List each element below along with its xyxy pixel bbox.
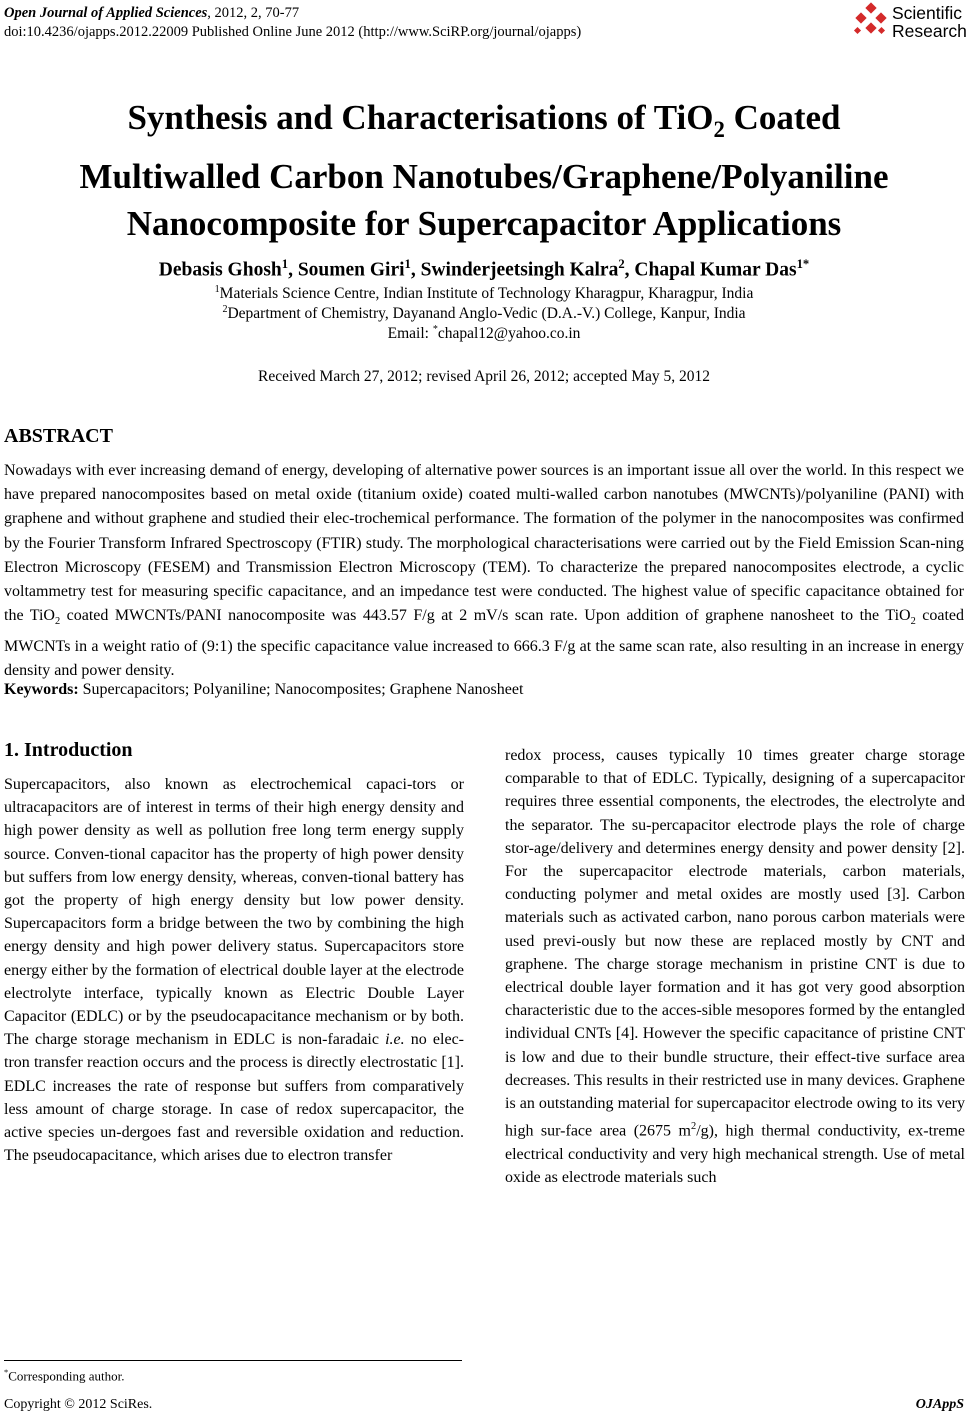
body-column-left: Supercapacitors, also known as electrochemical capaci-tors or ultracapacitors are of interest in terms of their high energy density and high power density as well as pollution free long term energy supply source. Conven-tional capacitor has the property of high power density but suffers from low energy density, whereas, conven-tional battery has got the property of high energy density but low power density. Supercapacitors form a bridge between the two by combining the high energy density and high power delivery status. Supercapacitors store energy either by the formation of electrical double layer at the electrode electrolyte interface, typically known as Electric Double Layer Capacitor (EDLC) or by the pseudocapacitance mechanism or by both. The charge storage mechanism in EDLC is non-faradaic i.e. no elec-tron transfer reaction occurs and the process is directly electrostatic [1]. EDLC increases the rate of response but suffers from comparatively less amount of charge storage. In case of redox supercapacitor, the active species un-dergoes fast and reversible oxidation and reduction. The pseudocapacitance, which arises due to electron transfer: [4, 776, 465, 1165]
copyright: Copyright © 2012 SciRes.: [4, 1397, 153, 1412]
affiliation-2: $^2$Department of Chemistry, Dayanand Anglo-Vedic (D.A.-V.) College, Kanpur, India: [222, 304, 746, 323]
paper-title: Synthesis and Characterisations of TiO$_2$ Coated Multiwalled Carbon Nanotubes/Graphene/Polyaniline Nanocomposite for Supercapacitor Applications: [79, 98, 889, 243]
body-column-right: redox process, causes typically 10 times greater charge storage comparable to that of EDLC. Typically, designing of a supercapacitor requires three essential components, the electrodes, the electrolyte and the separator. The su-percapacitor electrode plays the role of charge stor-age/delivery and determines energy density and power density [2]. For the supercapacitor electrode materials, carbon materials, conducting polymer and metal oxides are mostly used [3]. Carbon materials such as activated carbon, nano porous carbon materials were used previ-ously but now these are replaced mostly by CNT and graphene. The charge storage mechanism in pristine CNT is due to electrical double layer formation and it has got very good absorption characteristic due to the acces-sible mesopores formed by the entangled individual CNTs [4]. However the specific capacitance of pristine CNT is low and due to their bundle structure, their effect-tive surface area decreases. This results in their restricted use in many devices. Graphene is an outstanding material for supercapacitor electrode owing to its very high sur-face area (2675 $m^2/g$), high thermal conductivity, ex-treme electrical conductivity and very high mechanical strength. Use of metal oxide as electrode materials such: [505, 747, 965, 1186]
citation: , 2012, 2, 70-77: [207, 5, 300, 21]
received-dates: Received March 27, 2012; revised April 26, 2012; accepted May 5, 2012: [258, 368, 710, 385]
doi-line: doi:10.4236/ojapps.2012.22009 Published Online June 2012 (http://www.SciRP.org/journal/ojapps): [4, 24, 582, 40]
email-link[interactable]: chapal12@yahoo.co.in: [437, 325, 581, 343]
publisher-logo: [851, 2, 968, 42]
author: Soumen Giri: [297, 259, 405, 281]
section-heading-introduction: 1. Introduction: [4, 739, 133, 761]
keywords: Keywords: Supercapacitors; Polyaniline; Nanocomposites; Graphene Nanosheet: [4, 681, 524, 698]
author-list: Debasis Ghosh$^1$, Soumen Giri$^1$, Swinderjeetsingh Kalra$^2$, Chapal Kumar Das$^{1*}$: [158, 257, 810, 281]
running-header: [4, 4, 581, 42]
abstract-heading: ABSTRACT: [4, 425, 113, 447]
footnote-divider: [4, 1360, 462, 1361]
author: Chapal Kumar Das: [634, 259, 797, 281]
publisher-logo-text: Scientific Research: [892, 3, 967, 41]
affiliation-1: $^1$Materials Science Centre, Indian Institute of Technology Kharagpur, Kharagpur, India: [214, 284, 754, 303]
footnote: *Corresponding author.: [4, 1367, 125, 1384]
author: Swinderjeetsingh Kalra: [420, 259, 619, 281]
journal-abbreviation: OJAppS: [915, 1397, 964, 1412]
abstract-text: Nowadays with ever increasing demand of energy, developing of alternative power sources is an important issue all over the world. In this respect we have prepared nanocomposites based on metal oxide (titanium oxide) coated multi-walled carbon nanotubes (MWCNTs)/polyaniline (PANI) with graphene and without graphene and studied their elec-trochemical performance. The formation of the polymer in the nanocomposites was confirmed by the Fourier Transform Infrared Spectroscopy (FTIR) study. The morphological characterisations were carried out by the Field Emission Scan-ning Electron Microscopy (FESEM) and Transmission Electron Microscopy (TEM). To characterize the prepared nanocomposites electrode, a cyclic voltammetry test for measuring specific capacitance, and an impedance test were conducted. The highest value of specific capacitance obtained for the TiO$_2$ coated MWCNTs/PANI nanocomposite was 443.57 F/g at 2 mV/s scan rate. Upon addition of graphene nanosheet to the TiO$_2$ coated MWCNTs in a weight ratio of (9:1) the specific capacitance value increased to 666.3 F/g at the same scan rate, also resulting in an increase in energy density and power density.: [4, 462, 965, 679]
publisher-logo-mark-icon: [851, 2, 891, 42]
author: Debasis Ghosh: [158, 259, 282, 281]
journal-name: Open Journal of Applied Sciences: [4, 5, 208, 21]
email-line: Email: *chapal12@yahoo.co.in: [387, 324, 581, 343]
